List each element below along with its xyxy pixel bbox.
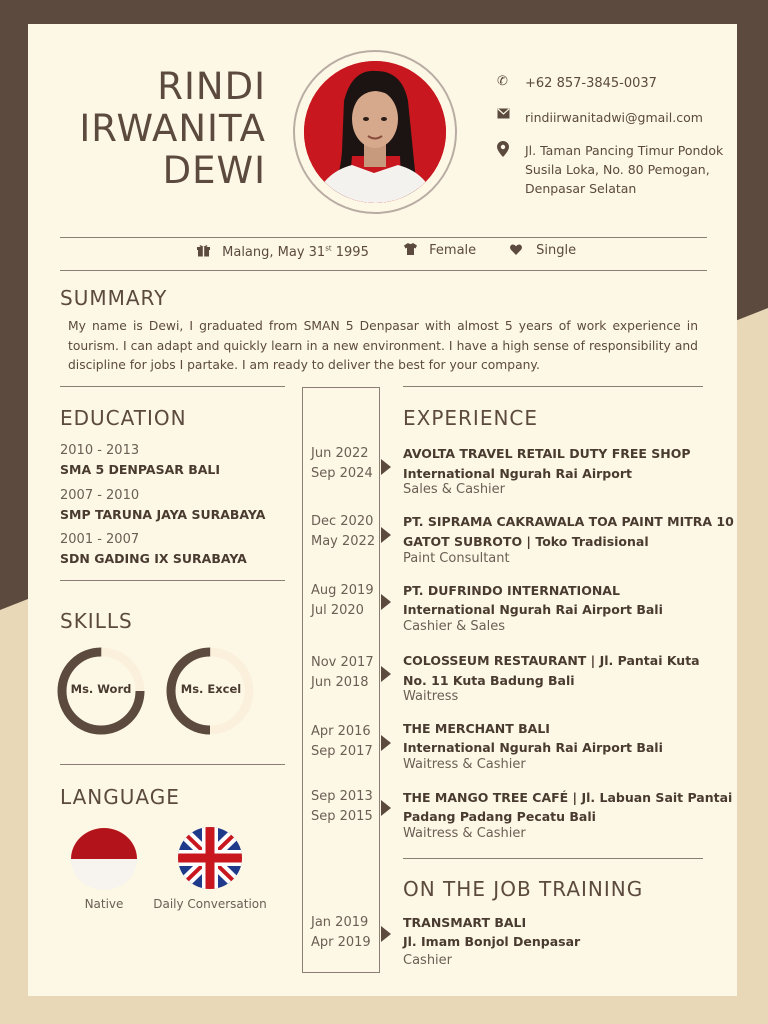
divider-right-2 [403, 858, 703, 859]
date-start: Jun 2022 [311, 446, 369, 461]
name-line-1: RINDI [157, 65, 266, 108]
experience-company: PT. SIPRAMA CAKRAWALA TOA PAINT MITRA 10 [403, 514, 734, 529]
education-school: SMA 5 DENPASAR BALI [60, 462, 221, 477]
address-line-1: Jl. Taman Pancing Timur Pondok [525, 143, 724, 158]
timeline-arrow [381, 459, 391, 475]
experience-company: THE MANGO TREE CAFÉ | Jl. Labuan Sait Pantai [403, 790, 733, 805]
date-start: Aug 2019 [311, 583, 374, 598]
experience-dates [311, 722, 373, 762]
divider-top [60, 237, 707, 238]
language-daily: Daily Conversation [153, 897, 267, 911]
date-start: Jan 2019 [311, 915, 369, 930]
summary-text: My name is Dewi, I graduated from SMAN 5 Denpasar with almost 5 years of work experience in tourism. I can adapt and quickly learn in a new environment. I have a high sense of responsibility and discipline for jobs I partake. I am ready to deliver the best for your company. [68, 319, 698, 372]
name-line-2: IRWANITA [79, 107, 266, 150]
experience-dates [311, 444, 373, 484]
birth-year-text: 1995 [331, 245, 369, 260]
location-pin-icon [497, 141, 513, 161]
full-name [60, 66, 266, 192]
experience-role: Waitress & Cashier [403, 826, 526, 841]
divider-left-1 [60, 386, 285, 387]
gender-info [404, 243, 476, 258]
experience-company: AVOLTA TRAVEL RETAIL DUTY FREE SHOP [403, 446, 691, 461]
experience-location: GATOT SUBROTO | Toko Tradisional [403, 534, 649, 549]
experience-location: International Ngurah Rai Airport Bali [403, 602, 663, 617]
experience-location: Padang Padang Pecatu Bali [403, 809, 596, 824]
education-years: 2001 - 2007 [60, 532, 140, 547]
envelope-icon [497, 108, 513, 123]
uk-flag-icon [177, 826, 243, 890]
training-company: TRANSMART BALI [403, 915, 527, 930]
status-info [510, 243, 576, 258]
divider-right-1 [403, 386, 703, 387]
birth-date-suffix: st [325, 244, 332, 253]
date-start: Sep 2013 [311, 789, 373, 804]
name-line-3: DEWI [162, 149, 266, 192]
date-end: May 2022 [311, 534, 376, 549]
profile-photo [304, 61, 446, 203]
experience-location: International Ngurah Rai Airport [403, 466, 632, 481]
birth-info [197, 244, 369, 260]
phone-icon: ✆ [497, 74, 508, 89]
birth-place-text: Malang, May 31 [222, 245, 326, 260]
timeline-arrow [381, 735, 391, 751]
experience-role: Sales & Cashier [403, 482, 506, 497]
skill-label-excel: Ms. Excel [180, 682, 242, 696]
date-end: Sep 2017 [311, 744, 373, 759]
experience-dates [311, 787, 373, 827]
training-dates [311, 913, 371, 953]
phone-text[interactable]: +62 857-3845-0037 [525, 76, 657, 91]
language-title: LANGUAGE [60, 785, 180, 809]
education-years: 2007 - 2010 [60, 488, 140, 503]
timeline-arrow [381, 800, 391, 816]
training-location: Jl. Imam Bonjol Denpasar [403, 934, 581, 949]
date-end: Jun 2018 [311, 675, 369, 690]
date-start: Dec 2020 [311, 514, 374, 529]
language-native: Native [84, 897, 124, 911]
gift-icon [197, 245, 214, 260]
experience-company: COLOSSEUM RESTAURANT | Jl. Pantai Kuta [403, 653, 700, 668]
address-line-2: Susila Loka, No. 80 Pemogan, [525, 162, 710, 177]
experience-company: PT. DUFRINDO INTERNATIONAL [403, 583, 620, 598]
experience-dates [311, 653, 374, 693]
date-start: Apr 2016 [311, 724, 371, 739]
marital-status-text: Single [536, 243, 577, 258]
date-end: Sep 2024 [311, 466, 373, 481]
experience-role: Cashier & Sales [403, 619, 506, 634]
education-title: EDUCATION [60, 406, 187, 430]
gender-text: Female [429, 243, 477, 258]
timeline-arrow [381, 926, 391, 942]
experience-title: EXPERIENCE [403, 406, 539, 430]
experience-location: No. 11 Kuta Badung Bali [403, 673, 575, 688]
skills-title: SKILLS [60, 609, 133, 633]
email-text[interactable]: rindiirwanitadwi@gmail.com [525, 110, 703, 125]
education-school: SMP TARUNA JAYA SURABAYA [60, 507, 266, 522]
education-years: 2010 - 2013 [60, 443, 140, 458]
experience-role: Paint Consultant [403, 551, 510, 566]
experience-dates [311, 581, 374, 621]
address-line-3: Denpasar Selatan [525, 181, 637, 196]
date-end: Sep 2015 [311, 809, 373, 824]
experience-company: THE MERCHANT BALI [403, 721, 550, 736]
experience-location: International Ngurah Rai Airport Bali [403, 740, 663, 755]
timeline-arrow [381, 666, 391, 682]
timeline-arrow [381, 594, 391, 610]
date-start: Nov 2017 [311, 655, 374, 670]
date-end: Apr 2019 [311, 935, 371, 950]
experience-role: Waitress & Cashier [403, 757, 526, 772]
indonesia-flag-icon [71, 827, 137, 891]
timeline-arrow [381, 527, 391, 543]
divider-left-2 [60, 580, 285, 581]
divider-left-3 [60, 764, 285, 765]
skill-label-word: Ms. Word [70, 682, 132, 696]
education-school: SDN GADING IX SURABAYA [60, 551, 247, 566]
date-end: Jul 2020 [311, 603, 364, 618]
training-role: Cashier [403, 953, 453, 968]
shirt-icon [404, 243, 421, 258]
divider-bottom [60, 270, 707, 271]
experience-dates [311, 512, 375, 552]
training-title: ON THE JOB TRAINING [403, 877, 644, 901]
experience-role: Waitress [403, 689, 459, 704]
heart-icon [510, 243, 526, 258]
summary-title: SUMMARY [60, 286, 168, 310]
